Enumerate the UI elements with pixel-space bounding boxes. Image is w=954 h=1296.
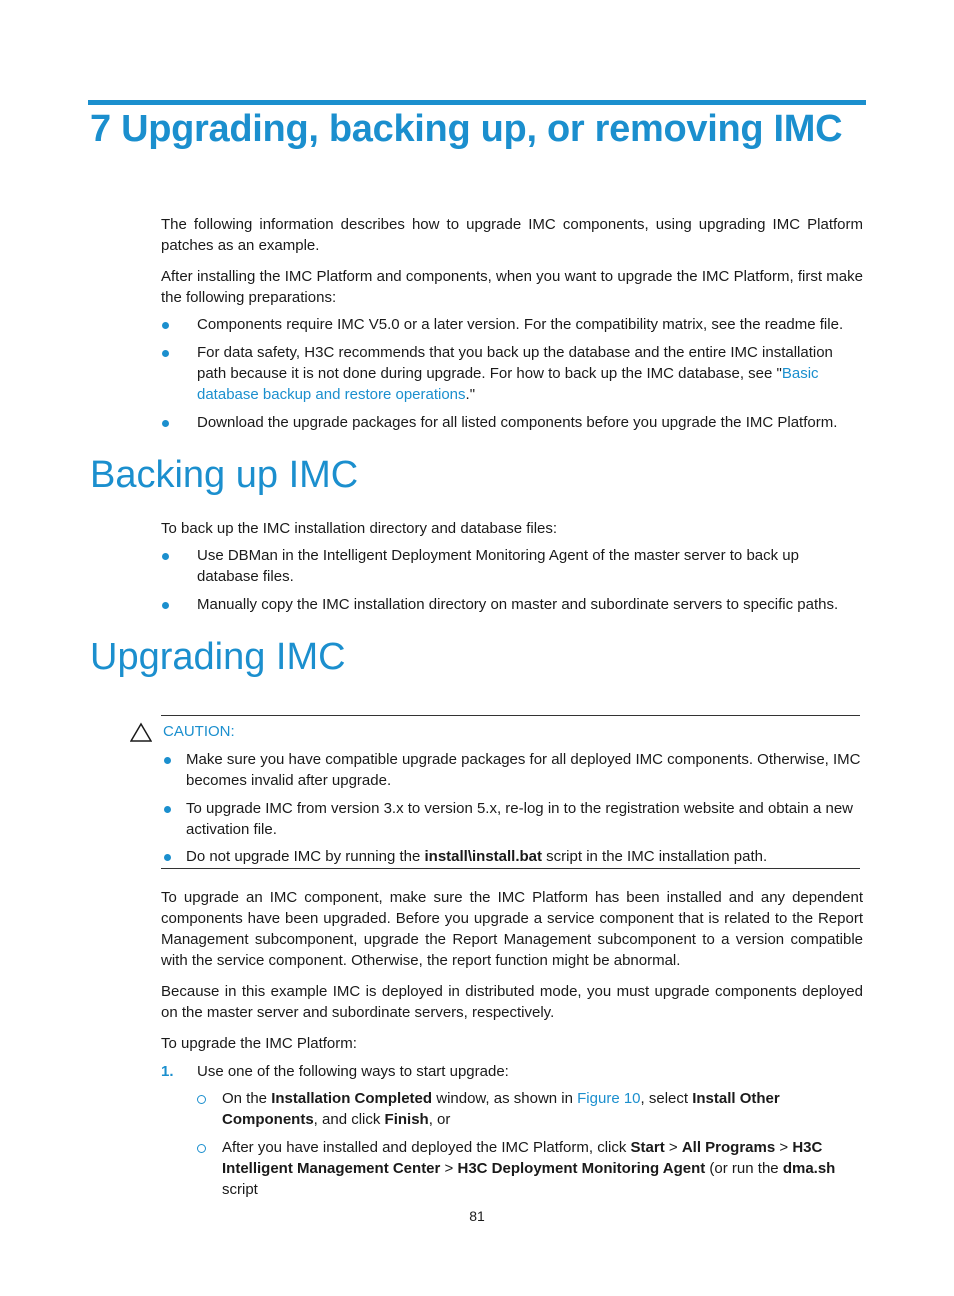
text: (or run the: [705, 1160, 783, 1177]
text: After you have installed and deployed the IMC Platform, click: [222, 1139, 631, 1156]
bold-text: Install Other Components: [222, 1090, 780, 1128]
bold-text: H3C Intelligent Management Center: [222, 1139, 823, 1177]
text: >: [664, 1139, 682, 1156]
text: >: [440, 1160, 458, 1177]
caution-item-3-end: script in the IMC installation path.: [542, 848, 768, 865]
caution-label: CAUTION:: [163, 723, 235, 740]
backup-restore-link[interactable]: Basic database backup and restore operations: [197, 365, 819, 403]
caution-item-2: To upgrade IMC from version 3.x to version 5.x, re-log in to the registration website and obtain a new activation file.: [186, 800, 854, 838]
caution-warning-icon: [130, 722, 152, 742]
bold-text: Start: [630, 1139, 665, 1156]
backing-up-bullet-2: Manually copy the IMC installation directory on master and subordinate servers to specific paths.: [197, 596, 839, 613]
backing-up-lead: To back up the IMC installation directory and database files:: [161, 520, 558, 537]
bullet-icon: [162, 350, 169, 357]
sub-item-1: [222, 1088, 865, 1130]
text: >: [775, 1139, 793, 1156]
bold-text: dma.sh: [782, 1160, 836, 1177]
bullet-icon: [162, 420, 169, 427]
intro-bullet-3: Download the upgrade packages for all listed components before you upgrade the IMC Platform.: [197, 414, 838, 431]
bullet-icon: [162, 553, 169, 560]
bold-text: All Programs: [681, 1139, 776, 1156]
chapter-title: 7 Upgrading, backing up, or removing IMC: [90, 108, 843, 150]
caution-item-1: Make sure you have compatible upgrade packages for all deployed IMC components. Otherwise, IMC becomes invalid after upgrade.: [186, 751, 861, 789]
install-bat-path: install\install.bat: [424, 848, 543, 865]
bullet-icon: [164, 854, 171, 861]
intro-bullet-2: [197, 342, 861, 405]
upgrading-paragraph-3: To upgrade the IMC Platform:: [161, 1035, 357, 1052]
caution-item-3-text: Do not upgrade IMC by running the: [186, 848, 425, 865]
text: window, as shown in: [432, 1090, 578, 1107]
upgrading-paragraph-2: Because in this example IMC is deployed in distributed mode, you must upgrade components deployed on the master server and subordinate servers, respectively.: [161, 983, 863, 1021]
bold-text: Installation Completed: [271, 1090, 433, 1107]
bullet-icon: [162, 602, 169, 609]
intro-bullet-1: Components require IMC V5.0 or a later version. For the compatibility matrix, see the readme file.: [197, 316, 844, 333]
text: On the: [222, 1090, 272, 1107]
intro-bullet-2-end: .": [465, 386, 476, 403]
intro-paragraph-2: After installing the IMC Platform and components, when you want to upgrade the IMC Platform, first make the following preparations:: [161, 268, 863, 306]
text: , and click: [313, 1111, 385, 1128]
step-number: 1.: [161, 1063, 174, 1080]
caution-top-rule: [161, 715, 860, 716]
circle-bullet-icon: [197, 1095, 206, 1104]
caution-bottom-rule: [161, 868, 860, 869]
text: , or: [428, 1111, 451, 1128]
chapter-rule: [88, 100, 866, 105]
intro-paragraph-1: The following information describes how to upgrade IMC components, using upgrading IMC Platform patches as an example.: [161, 216, 863, 254]
backing-up-bullet-1: Use DBMan in the Intelligent Deployment Monitoring Agent of the master server to back up database files.: [197, 547, 799, 585]
step-1-text: Use one of the following ways to start upgrade:: [197, 1063, 509, 1080]
caution-item-3: [186, 846, 862, 867]
heading-backing-up: Backing up IMC: [90, 454, 359, 496]
text: script: [222, 1181, 258, 1198]
intro-bullet-2-text: For data safety, H3C recommends that you back up the database and the entire IMC installation path because it is not done during upgrade. For how to back up the IMC database, see ": [197, 344, 833, 382]
bullet-icon: [164, 806, 171, 813]
text: , select: [640, 1090, 693, 1107]
heading-upgrading: Upgrading IMC: [90, 636, 346, 678]
figure-10-link[interactable]: Figure 10: [577, 1090, 641, 1107]
bullet-icon: [162, 322, 169, 329]
bullet-icon: [164, 757, 171, 764]
upgrading-paragraph-1: To upgrade an IMC component, make sure the IMC Platform has been installed and any dependent components have been upgraded. Before you upgrade a service component that is related to the Report Management subcomponent, upgrade the Report Management subcomponent to a version compatible with the service component. Otherwise, the report function might be abnormal.: [161, 889, 863, 969]
sub-item-2: [222, 1137, 865, 1200]
bold-text: H3C Deployment Monitoring Agent: [457, 1160, 706, 1177]
bold-text: Finish: [384, 1111, 429, 1128]
page-number: 81: [469, 1208, 485, 1224]
circle-bullet-icon: [197, 1144, 206, 1153]
